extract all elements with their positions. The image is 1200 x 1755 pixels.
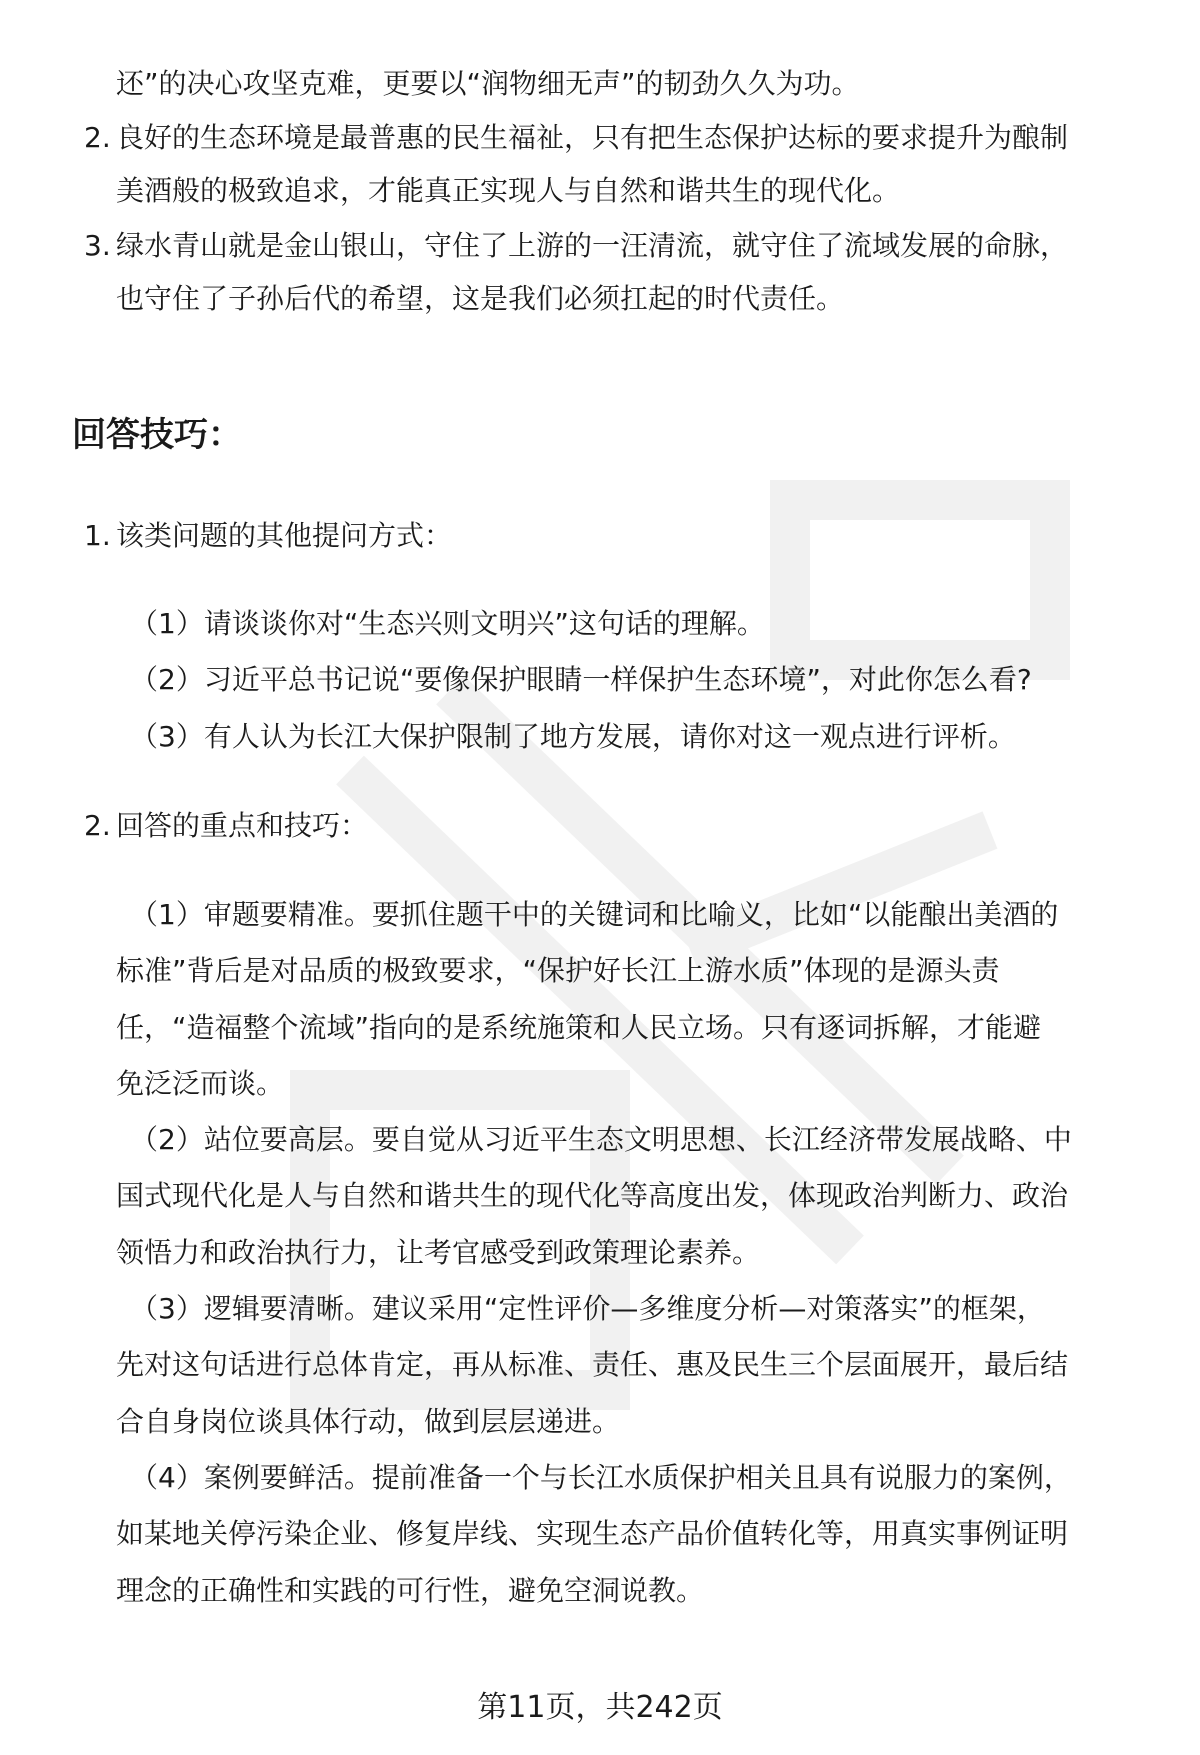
item3-line2: 也守住了子孙后代的希望，这是我们必须扛起的时代责任。 — [116, 282, 845, 315]
tip4-line3: 理念的正确性和实践的可行性，避免空洞说教。 — [116, 1574, 705, 1607]
item3-line1: 绿水青山就是金山银山，守住了上游的一汪清流，就守住了流域发展的命脉， — [116, 229, 1069, 262]
tip2-line3: 领悟力和政治执行力，让考官感受到政策理论素养。 — [116, 1236, 761, 1269]
tip2-line1: （2）站位要高层。要自觉从习近平生态文明思想、长江经济带发展战略、中 — [130, 1123, 1072, 1156]
sub2-number: 2. — [84, 809, 111, 842]
item2-number: 2. — [84, 121, 111, 154]
sub1-title: 该类问题的其他提问方式： — [116, 519, 453, 552]
section-heading: 回答技巧： — [72, 415, 242, 455]
tip1-line1: （1）审题要精准。要抓住题干中的关键词和比喻义，比如“以能酿出美酒的 — [130, 898, 1059, 931]
item3-number: 3. — [84, 229, 111, 262]
tip2-line2: 国式现代化是人与自然和谐共生的现代化等高度出发，体现政治判断力、政治 — [116, 1179, 1069, 1212]
question-2: （2）习近平总书记说“要像保护眼睛一样保护生态环境”，对此你怎么看? — [130, 663, 1032, 696]
question-1: （1）请谈谈你对“生态兴则文明兴”这句话的理解。 — [130, 607, 765, 640]
page-number: 第11页，共242页 — [477, 1690, 723, 1725]
sub1-number: 1. — [84, 519, 111, 552]
tip4-line1: （4）案例要鲜活。提前准备一个与长江水质保护相关且具有说服力的案例， — [130, 1461, 1072, 1494]
tip3-line1: （3）逻辑要清晰。建议采用“定性评价—多维度分析—对策落实”的框架， — [130, 1292, 1045, 1325]
tip1-line3: 任，“造福整个流域”指向的是系统施策和人民立场。只有逐词拆解，才能避 — [116, 1011, 1042, 1044]
item2-line2: 美酒般的极致追求，才能真正实现人与自然和谐共生的现代化。 — [116, 174, 901, 207]
sub2-title: 回答的重点和技巧： — [116, 809, 369, 842]
tip3-line3: 合自身岗位谈具体行动，做到层层递进。 — [116, 1405, 621, 1438]
tip4-line2: 如某地关停污染企业、修复岸线、实现生态产品价值转化等，用真实事例证明 — [116, 1517, 1069, 1550]
item2-line1: 良好的生态环境是最普惠的民生福祉，只有把生态保护达标的要求提升为酿制 — [116, 121, 1069, 154]
tip1-line2: 标准”背后是对品质的极致要求，“保护好长江上游水质”体现的是源头责 — [116, 954, 1000, 987]
tip3-line2: 先对这句话进行总体肯定，再从标准、责任、惠及民生三个层面展开，最后结 — [116, 1348, 1069, 1381]
tip1-line4: 免泛泛而谈。 — [116, 1067, 285, 1100]
item1-continuation: 还”的决心攻坚克难，更要以“润物细无声”的韧劲久久为功。 — [116, 67, 860, 100]
question-3: （3）有人认为长江大保护限制了地方发展，请你对这一观点进行评析。 — [130, 720, 1016, 753]
